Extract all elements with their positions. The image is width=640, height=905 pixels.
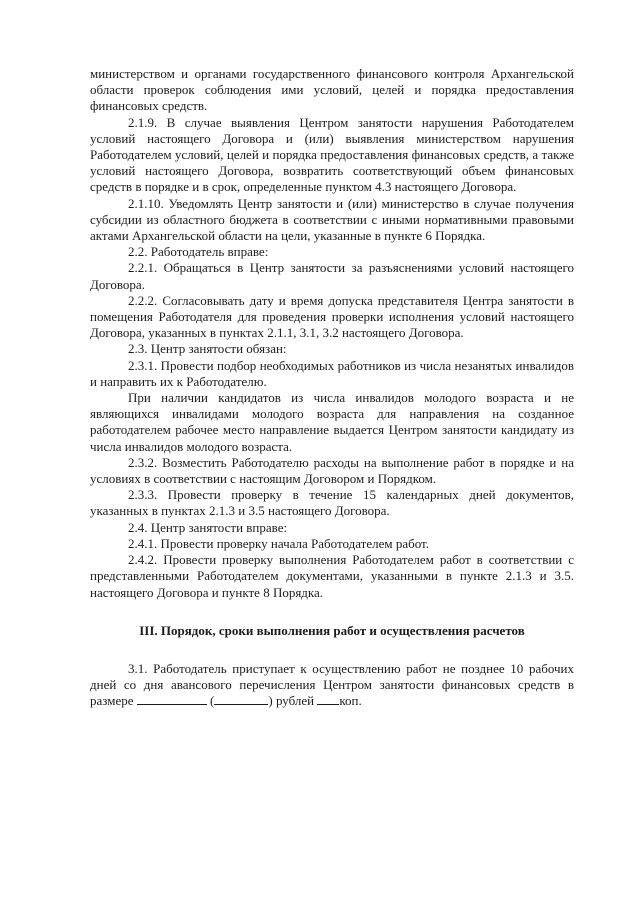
paragraph-2-3: 2.3. Центр занятости обязан: xyxy=(128,341,287,357)
paragraph-2-3-1b: При наличии кандидатов из числа инвалидов молодого возраста и не являющихся инвалидами молодого возраста для направления на созданное работодателем рабочее место направление выдается Центром занятости кандидату из числа инвалидов молодого возраста. xyxy=(90,390,574,454)
kopecks-label: коп. xyxy=(339,693,362,709)
paren-close: ) xyxy=(268,693,273,709)
paragraph-3-1 xyxy=(90,661,574,710)
paragraph-2-1-10: 2.1.10. Уведомлять Центр занятости и (или) министерство в случае получения субсидии из областного бюджета в соответствии с иными нормативными правовыми актами Архангельской области на цели, указанные в пункте 6 Порядка. xyxy=(90,195,574,244)
paragraph-2-4: 2.4. Центр занятости вправе: xyxy=(128,519,288,535)
paren-open: ( xyxy=(210,693,215,709)
amount-blank xyxy=(137,693,207,705)
kopecks-blank xyxy=(317,693,339,705)
paragraph-2-3-2: 2.3.2. Возместить Работодателю расходы на выполнение работ в порядке и на условиях в соответствии с настоящим Договором и Порядком. xyxy=(90,454,574,487)
rubles-label: рублей xyxy=(275,693,315,709)
paragraph-2-3-3: 2.3.3. Провести проверку в течение 15 календарных дней документов, указанных в пунктах 2.1.3 и 3.5 настоящего Договора. xyxy=(90,487,574,519)
paragraphs-before-heading xyxy=(90,66,574,601)
paragraph-2-3-1: 2.3.1. Провести подбор необходимых работников из числа незанятых инвалидов и направить их к Работодателю. xyxy=(90,357,574,389)
paragraph-2-1-9: 2.1.9. В случае выявления Центром занятости нарушения Работодателем условий настоящего Договора и (или) выявления министерством нарушения Работодателем условий, целей и порядка предоставления финансовых средств, а также условий настоящего Договора, возвратить соответствующий объем финансовых средств в порядке и в срок, определенные пунктом 4.3 настоящего Договора. xyxy=(90,114,574,195)
document-page xyxy=(90,66,574,710)
paragraph-2-2-1: 2.2.1. Обращаться в Центр занятости за разъяснениями условий настоящего Договора. xyxy=(90,260,574,292)
section-heading: III. Порядок, сроки выполнения работ и осуществления расчетов xyxy=(139,622,525,638)
paragraph-2-2-2: 2.2.2. Согласовывать дату и время допуска представителя Центра занятости в помещения Работодателя для проведения проверки исполнения условий настоящего Договора, указанных в пунктах 2.1.1, 3.1, 3.2 настоящего Договора. xyxy=(90,292,574,341)
paragraph-2-2: 2.2. Работодатель вправе: xyxy=(128,244,269,260)
paragraph-2-1-8-cont: министерством и органами государственного финансового контроля Архангельской области проверок соблюдения ими условий, целей и порядка предоставления финансовых средств. xyxy=(90,66,574,114)
paragraph-2-4-1: 2.4.1. Провести проверку начала Работодателем работ. xyxy=(128,535,429,551)
amount-words-blank xyxy=(214,693,268,705)
paragraph-2-4-2: 2.4.2. Провести проверку выполнения Работодателем работ в соответствии с представленными Работодателем документами, указанными в пункте 2.1.3 и 3.5. настоящего Договора и пункте 8 Порядка. xyxy=(90,552,574,600)
paragraph-3-1-text: 3.1. Работодатель приступает к осуществлению работ не позднее 10 рабочих дней со дня авансового перечисления Центром занятости финансовых средств в размере xyxy=(90,660,574,709)
